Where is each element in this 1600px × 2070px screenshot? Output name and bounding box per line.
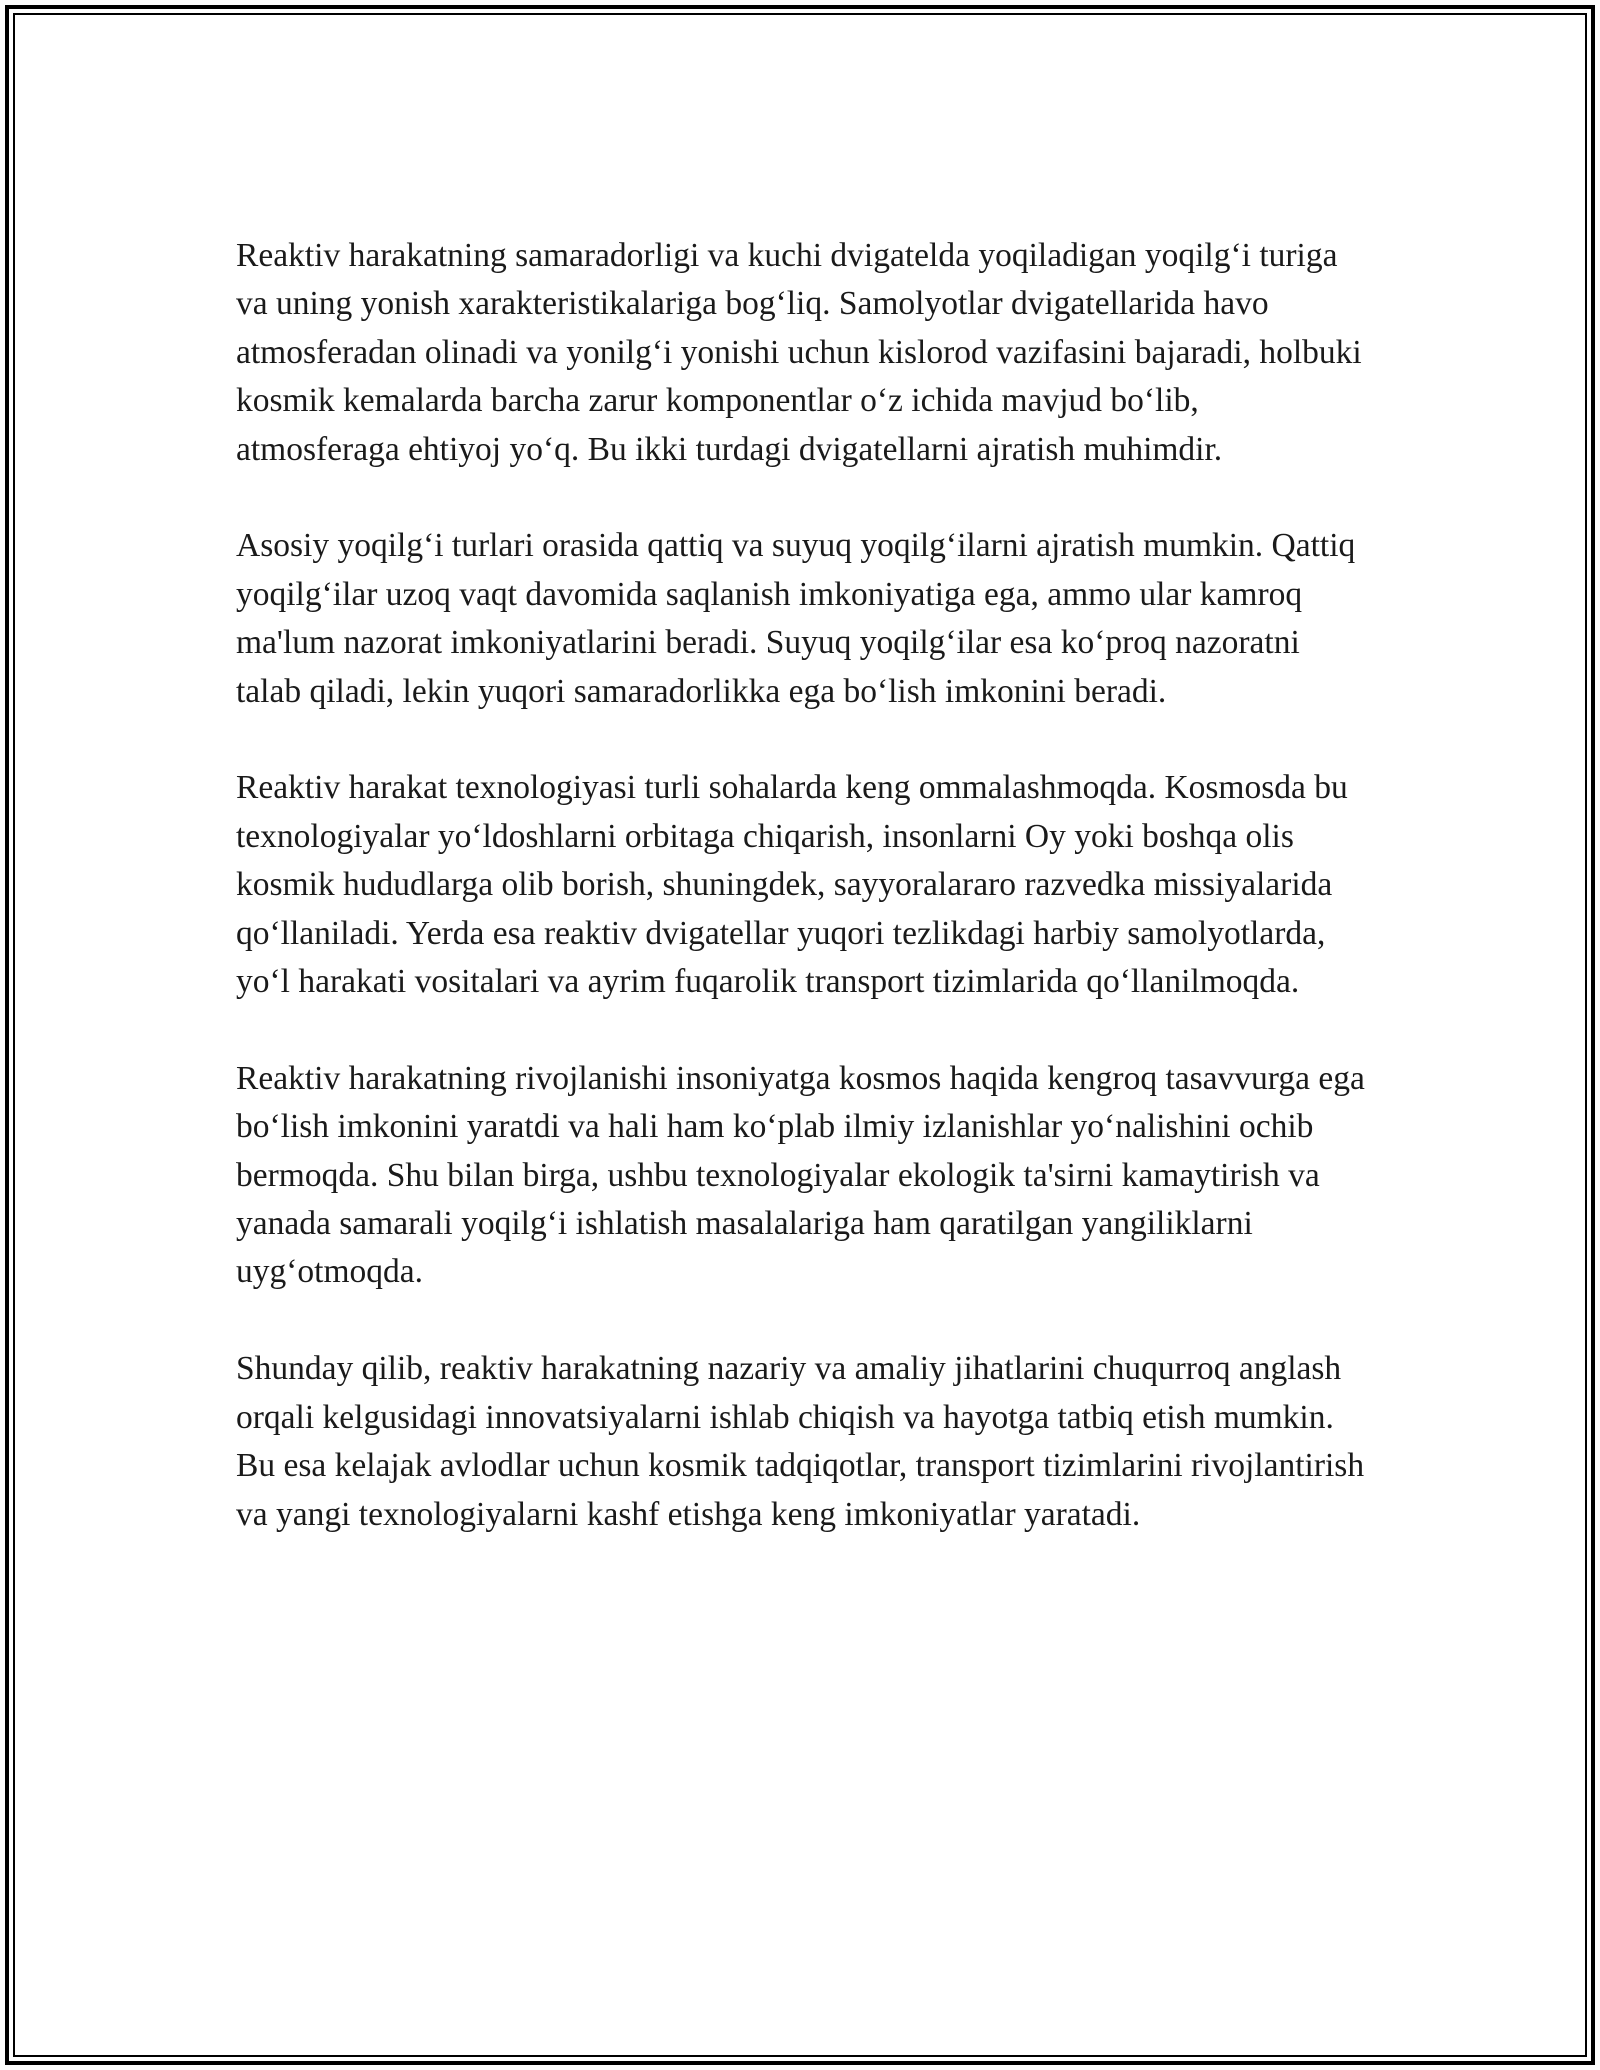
paragraph-5: Shunday qilib, reaktiv harakatning nazariy va amaliy jihatlarini chuqurroq anglash orqali kelgusidagi innovatsiyalarni ishlab chiqish va hayotga tatbiq etish mumkin. Bu esa kelajak avlodlar uchun kosmik tadqiqotlar, transport tizimlarini rivojlantirish va yangi texnologiyalarni kashf etishga keng imkoniyatlar yaratadi. [236,1350,1365,1533]
paragraph-2: Asosiy yoqilg‘i turlari orasida qattiq va suyuq yoqilg‘ilarni ajratish mumkin. Qattiq yoqilg‘ilar uzoq vaqt davomida saqlanish imkoniyatiga ega, ammo ular kamroq ma'lum nazorat imkoniyatlarini beradi. Suyuq yoqilg‘ilar esa ko‘proq nazoratni talab qiladi, lekin yuqori samaradorlikka ega bo‘lish imkonini beradi. [236,527,1356,710]
paragraph-1: Reaktiv harakatning samaradorligi va kuchi dvigatelda yoqiladigan yoqilg‘i turiga va uning yonish xarakteristikalariga bog‘liq. Samolyotlar dvigatellarida havo atmosferadan olinadi va yonilg‘i yonishi uchun kislorod vazifasini bajaradi, holbuki kosmik kemalarda barcha zarur komponentlar o‘z ichida mavjud bo‘lib, atmosferaga ehtiyoj yo‘q. Bu ikki turdagi dvigatellarni ajratish muhimdir. [236,237,1362,468]
document-body [236,232,1366,1539]
paragraph-4: Reaktiv harakatning rivojlanishi insoniyatga kosmos haqida kengroq tasavvurga ega bo‘lish imkonini yaratdi va hali ham ko‘plab ilmiy izlanishlar yo‘nalishini ochib bermoqda. Shu bilan birga, ushbu texnologiyalar ekologik ta'sirni kamaytirish va yanada samarali yoqilg‘i ishlatish masalalariga ham qaratilgan yangiliklarni uyg‘otmoqda. [236,1059,1365,1291]
paragraph-3: Reaktiv harakat texnologiyasi turli sohalarda keng ommalashmoqda. Kosmosda bu texnologiyalar yo‘ldoshlarni orbitaga chiqarish, insonlarni Oy yoki boshqa olis kosmik hududlarga olib borish, shuningdek, sayyoralararo razvedka missiyalarida qo‘llaniladi. Yerda esa reaktiv dvigatellar yuqori tezlikdagi harbiy samolyotlarda, yo‘l harakati vositalari va ayrim fuqarolik transport tizimlarida qo‘llanilmoqda. [236,769,1348,1001]
